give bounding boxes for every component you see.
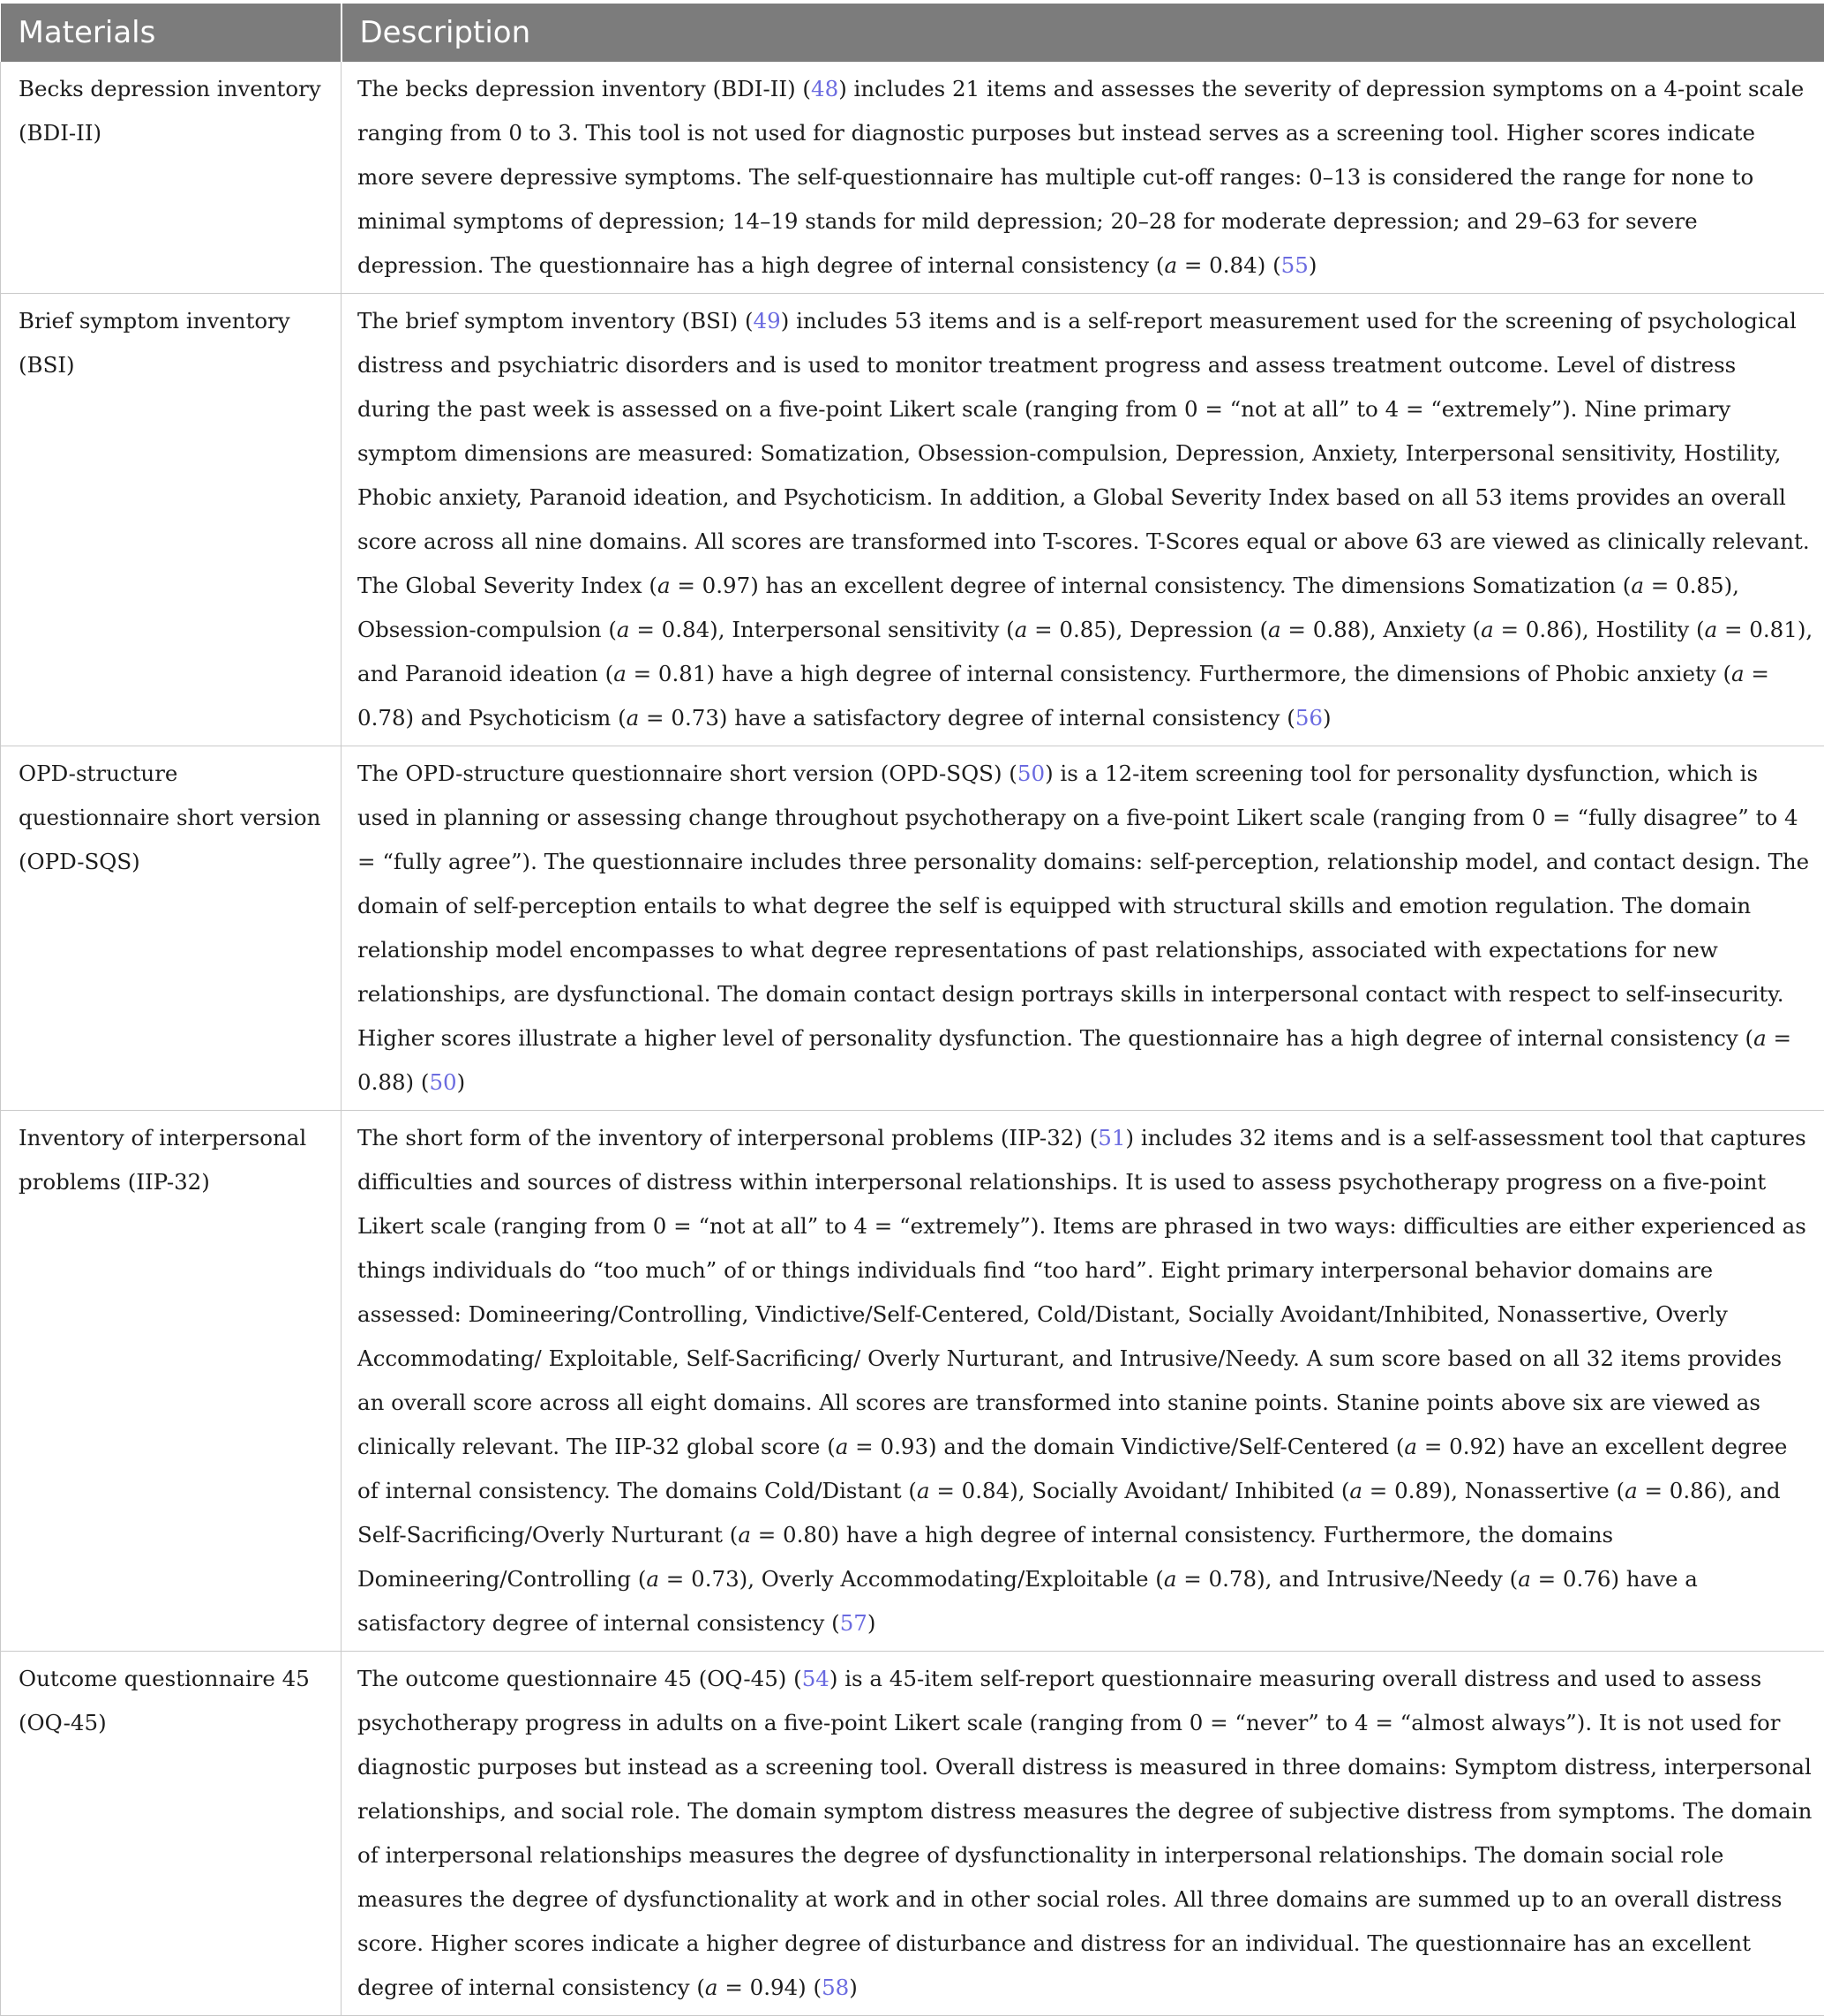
reference-link[interactable]: 57 <box>840 1610 867 1636</box>
description-text: ) includes 32 items and is a self-assessment tool that captures difficulties and sources of distress within interpersonal relationships. It is used to assess psychotherapy progress on a five-point Likert scale (ranging from 0 = “not at all” to 4 = “extremely”). Items are phrased in two ways: difficulties are either experienced as things individuals do “too much” of or things individuals find “too hard”. Eight primary interpersonal behavior domains are assessed: Domineering/Controlling, Vindictive/Self-Centered, Cold/Distant, Socially Avoidant/Inhibited, Nonassertive, Overly Accommodating/ Exploitable, Self-Sacrificing/ Overly Nurturant, and Intrusive/Needy. A sum score based on all 32 items provides an overall score across all eight domains. All scores are transformed into stanine points. Stanine points above six are viewed as clinically relevant. The IIP-32 global score ( <box>357 1125 1806 1459</box>
description-text: ) is a 12-item screening tool for personality dysfunction, which is used in planning or assessing change throughout psychotherapy on a five-point Likert scale (ranging from 0 = “fully disagree” to 4 = “fully agree”). The questionnaire includes three personality domains: self-perception, relationship model, and contact design. The domain of self-perception entails to what degree the self is equipped with structural skills and emotion regulation. The domain relationship model encompasses to what degree representations of past relationships, associated with expectations for new relationships, are dysfunctional. The domain contact design portrays skills in interpersonal contact with respect to self-insecurity. Higher scores illustrate a higher level of personality dysfunction. The questionnaire has a high degree of internal consistency ( <box>357 761 1809 1051</box>
description-text: ) is a 45-item self-report questionnaire measuring overall distress and used to assess psychotherapy progress in adults on a five-point Likert scale (ranging from 0 = “never” to 4 = “almost always”). It is not used for diagnostic purposes but instead as a screening tool. Overall distress is measured in three domains: Symptom distress, interpersonal relationships, and social role. The domain symptom distress measures the degree of subjective distress from symptoms. The domain of interpersonal relationships measures the degree of dysfunctionality in interpersonal relationships. The domain social role measures the degree of dysfunctionality at work and in other social roles. All three domains are summed up to an overall distress score. Higher scores indicate a higher degree of disturbance and distress for an individual. The questionnaire has an excellent degree of internal consistency ( <box>357 1666 1812 2000</box>
description-text: = 0.93) and the domain Vindictive/Self-Centered ( <box>848 1434 1404 1459</box>
description-text: = 0.80) have a high degree of internal consistency. Furthermore, the domains Domineering/Controlling ( <box>357 1522 1613 1592</box>
description-text: The brief symptom inventory (BSI) ( <box>357 308 754 334</box>
table-row <box>1 62 1824 294</box>
description-text: = 0.73) have a satisfactory degree of internal consistency ( <box>639 705 1295 731</box>
alpha-symbol: a <box>1404 1434 1417 1459</box>
materials-table <box>0 4 1824 2016</box>
reference-link[interactable]: 58 <box>822 1975 849 2000</box>
description-text: = 0.86), Hostility ( <box>1494 617 1705 642</box>
description-text: = 0.84), Interpersonal sensitivity ( <box>630 617 1015 642</box>
material-cell: Becks depression inventory (BDI-II) <box>1 62 342 294</box>
description-text: = 0.81) have a high degree of internal consistency. Furthermore, the dimensions of Phobic anxiety ( <box>627 661 1731 686</box>
header-row <box>1 4 1824 62</box>
description-text: = 0.84), Socially Avoidant/ Inhibited ( <box>930 1478 1350 1503</box>
description-text: The outcome questionnaire 45 (OQ-45) ( <box>357 1666 802 1691</box>
header-materials: Materials <box>1 4 342 62</box>
alpha-symbol: a <box>646 1566 659 1592</box>
alpha-symbol: a <box>1268 617 1281 642</box>
table-body <box>1 62 1824 2016</box>
description-text: The OPD-structure questionnaire short version (OPD-SQS) ( <box>357 761 1017 786</box>
description-cell <box>342 1652 1824 2016</box>
table-row <box>1 1652 1824 2016</box>
material-cell: OPD-structure questionnaire short version (OPD-SQS) <box>1 746 342 1111</box>
description-cell <box>342 1111 1824 1652</box>
description-text: ) <box>1323 705 1332 731</box>
reference-link[interactable]: 49 <box>754 308 781 334</box>
description-text: The becks depression inventory (BDI-II) ( <box>357 76 811 101</box>
reference-link[interactable]: 50 <box>429 1069 456 1095</box>
description-text: ) <box>457 1069 466 1095</box>
description-text: ) <box>867 1610 876 1636</box>
description-text: = 0.89), Nonassertive ( <box>1362 1478 1625 1503</box>
material-cell: Inventory of interpersonal problems (IIP-32) <box>1 1111 342 1652</box>
reference-link[interactable]: 54 <box>802 1666 829 1691</box>
alpha-symbol: a <box>1349 1478 1362 1503</box>
alpha-symbol: a <box>627 705 640 731</box>
description-text: = 0.78) and Psychoticism ( <box>357 661 1769 731</box>
alpha-symbol: a <box>1015 617 1028 642</box>
description-text: = 0.92) have an excellent degree of internal consistency. The domains Cold/Distant ( <box>357 1434 1787 1503</box>
alpha-symbol: a <box>1731 661 1745 686</box>
reference-link[interactable]: 55 <box>1281 252 1309 278</box>
description-text: = 0.97) has an excellent degree of internal consistency. The dimensions Somatization ( <box>671 573 1632 598</box>
alpha-symbol: a <box>1164 252 1177 278</box>
description-text: = 0.94) ( <box>718 1975 822 2000</box>
alpha-symbol: a <box>613 661 627 686</box>
description-text: = 0.81), and Paranoid ideation ( <box>357 617 1813 686</box>
header-description: Description <box>342 4 1824 62</box>
reference-link[interactable]: 48 <box>811 76 838 101</box>
reference-link[interactable]: 51 <box>1098 1125 1125 1150</box>
reference-link[interactable]: 56 <box>1295 705 1323 731</box>
alpha-symbol: a <box>1631 573 1644 598</box>
description-text: ) <box>1309 252 1317 278</box>
material-cell: Outcome questionnaire 45 (OQ-45) <box>1 1652 342 2016</box>
description-text: = 0.86), and Self-Sacrificing/Overly Nurturant ( <box>357 1478 1781 1548</box>
alpha-symbol: a <box>1705 617 1718 642</box>
alpha-symbol: a <box>1164 1566 1177 1592</box>
alpha-symbol: a <box>738 1522 751 1548</box>
description-text: = 0.88), Anxiety ( <box>1281 617 1481 642</box>
description-text: = 0.73), Overly Accommodating/Exploitable ( <box>659 1566 1164 1592</box>
description-text: = 0.88) ( <box>357 1025 1791 1095</box>
material-cell: Brief symptom inventory (BSI) <box>1 294 342 746</box>
description-text: ) includes 21 items and assesses the severity of depression symptoms on a 4-point scale ranging from 0 to 3. This tool is not used for diagnostic purposes but instead serves as a screening tool. Higher scores indicate more severe depressive symptoms. The self-questionnaire has multiple cut-off ranges: 0–13 is considered the range for none to minimal symptoms of depression; 14–19 stands for mild depression; 20–28 for moderate depression; and 29–63 for severe depression. The questionnaire has a high degree of internal consistency ( <box>357 76 1804 278</box>
alpha-symbol: a <box>657 573 671 598</box>
alpha-symbol: a <box>1625 1478 1638 1503</box>
description-text: = 0.85), Depression ( <box>1027 617 1268 642</box>
alpha-symbol: a <box>1481 617 1494 642</box>
alpha-symbol: a <box>1518 1566 1531 1592</box>
alpha-symbol: a <box>705 1975 718 2000</box>
alpha-symbol: a <box>836 1434 849 1459</box>
description-text: ) includes 53 items and is a self-report measurement used for the screening of psychological distress and psychiatric disorders and is used to monitor treatment progress and assess treatment outcome. Level of distress during the past week is assessed on a five-point Likert scale (ranging from 0 = “not at all” to 4 = “extremely”). Nine primary symptom dimensions are measured: Somatization, Obsession-compulsion, Depression, Anxiety, Interpersonal sensitivity, Hostility, Phobic anxiety, Paranoid ideation, and Psychoticism. In addition, a Global Severity Index based on all 53 items provides an overall score across all nine domains. All scores are transformed into T-scores. T-Scores equal or above 63 are viewed as clinically relevant. The Global Severity Index ( <box>357 308 1810 598</box>
description-text: = 0.76) have a satisfactory degree of internal consistency ( <box>357 1566 1698 1636</box>
description-text: ) <box>849 1975 858 2000</box>
description-text: = 0.84) ( <box>1177 252 1281 278</box>
alpha-symbol: a <box>1753 1025 1767 1051</box>
description-cell <box>342 62 1824 294</box>
alpha-symbol: a <box>617 617 630 642</box>
description-text: = 0.78), and Intrusive/Needy ( <box>1176 1566 1518 1592</box>
reference-link[interactable]: 50 <box>1017 761 1045 786</box>
description-text: = 0.85), Obsession-compulsion ( <box>357 573 1739 642</box>
table-row <box>1 746 1824 1111</box>
description-text: The short form of the inventory of interpersonal problems (IIP-32) ( <box>357 1125 1098 1150</box>
description-cell <box>342 746 1824 1111</box>
alpha-symbol: a <box>917 1478 930 1503</box>
table-row <box>1 1111 1824 1652</box>
table-row <box>1 294 1824 746</box>
description-cell <box>342 294 1824 746</box>
